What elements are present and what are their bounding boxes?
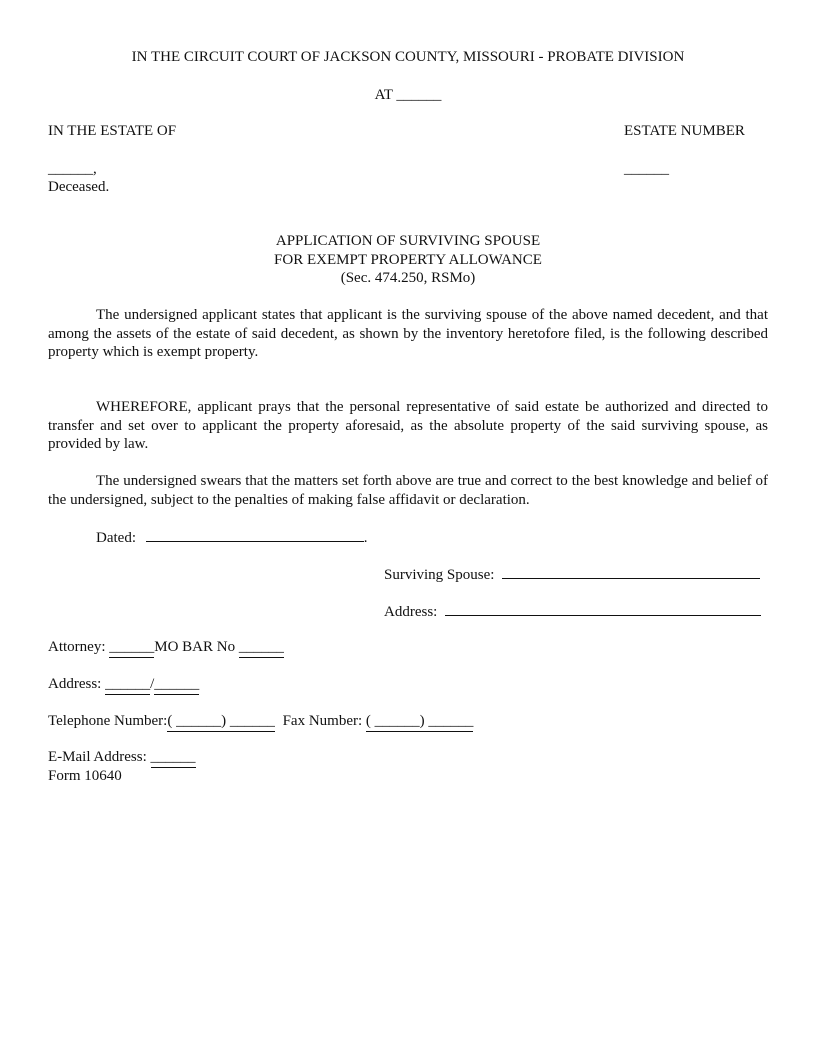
dated-field[interactable] (146, 527, 364, 542)
court-heading: IN THE CIRCUIT COURT OF JACKSON COUNTY, MISSOURI - PROBATE DIVISION (131, 49, 685, 65)
dated-label: Dated: (96, 530, 136, 546)
estate-of-label: IN THE ESTATE OF (48, 123, 177, 139)
wherefore-clause: WHEREFORE, applicant prays that the personal representative of said estate be authorized and directed to transfer and set over to applicant the property aforesaid, as the absolute property of the said surviving spouse, as provided by law. (48, 399, 768, 452)
telephone-label: Telephone Number: (48, 713, 168, 729)
attorney-address-field-1[interactable]: ______ (105, 675, 150, 695)
spouse-address-field[interactable] (445, 601, 761, 616)
mo-bar-number-field[interactable]: ______ (239, 638, 284, 658)
document-title-line2: FOR EXEMPT PROPERTY ALLOWANCE (274, 252, 542, 268)
document-title-line1: APPLICATION OF SURVIVING SPOUSE (275, 233, 541, 249)
decedent-name-blank: ______, (48, 161, 97, 177)
attorney-line (48, 638, 284, 658)
dated-line (96, 527, 367, 548)
attorney-address-field-2[interactable]: ______ (154, 675, 199, 695)
fax-label: Fax Number: (282, 713, 363, 729)
attorney-name-field[interactable]: ______ (109, 638, 154, 658)
statute-reference: (Sec. 474.250, RSMo) (340, 270, 476, 286)
applicant-statement: The undersigned applicant states that applicant is the surviving spouse of the above named decedent, and that among the assets of the estate of said decedent, as shown by the inventory heretofore filed, is the following described property which is exempt property. (48, 307, 768, 360)
fax-field[interactable]: ( ______) ______ (366, 712, 474, 732)
phone-fax-line (48, 712, 473, 732)
deceased-label: Deceased. (48, 179, 110, 195)
spouse-signature-line (384, 564, 760, 585)
surviving-spouse-label: Surviving Spouse: (384, 567, 495, 583)
attorney-label: Attorney: (48, 639, 106, 655)
attorney-address-line (48, 675, 199, 695)
email-field[interactable]: ______ (151, 748, 196, 768)
attorney-address-label: Address: (48, 676, 102, 692)
oath-statement: The undersigned swears that the matters set forth above are true and correct to the best knowledge and belief of the undersigned, subject to the penalties of making false affidavit or declaration. (48, 473, 768, 508)
spouse-address-label: Address: (384, 604, 438, 620)
estate-number-blank: ______ (624, 161, 669, 177)
address-separator: / (150, 676, 155, 692)
surviving-spouse-signature-field[interactable] (502, 564, 760, 579)
form-number: Form 10640 (48, 768, 122, 784)
dated-period: . (363, 530, 368, 546)
spouse-address-line (384, 601, 761, 622)
court-location: AT ______ (374, 87, 442, 103)
estate-number-label: ESTATE NUMBER (624, 123, 745, 139)
telephone-field[interactable]: ( ______) ______ (167, 712, 275, 732)
email-line (48, 748, 196, 768)
email-label: E-Mail Address: (48, 749, 147, 765)
mo-bar-label: MO BAR No (154, 639, 236, 655)
